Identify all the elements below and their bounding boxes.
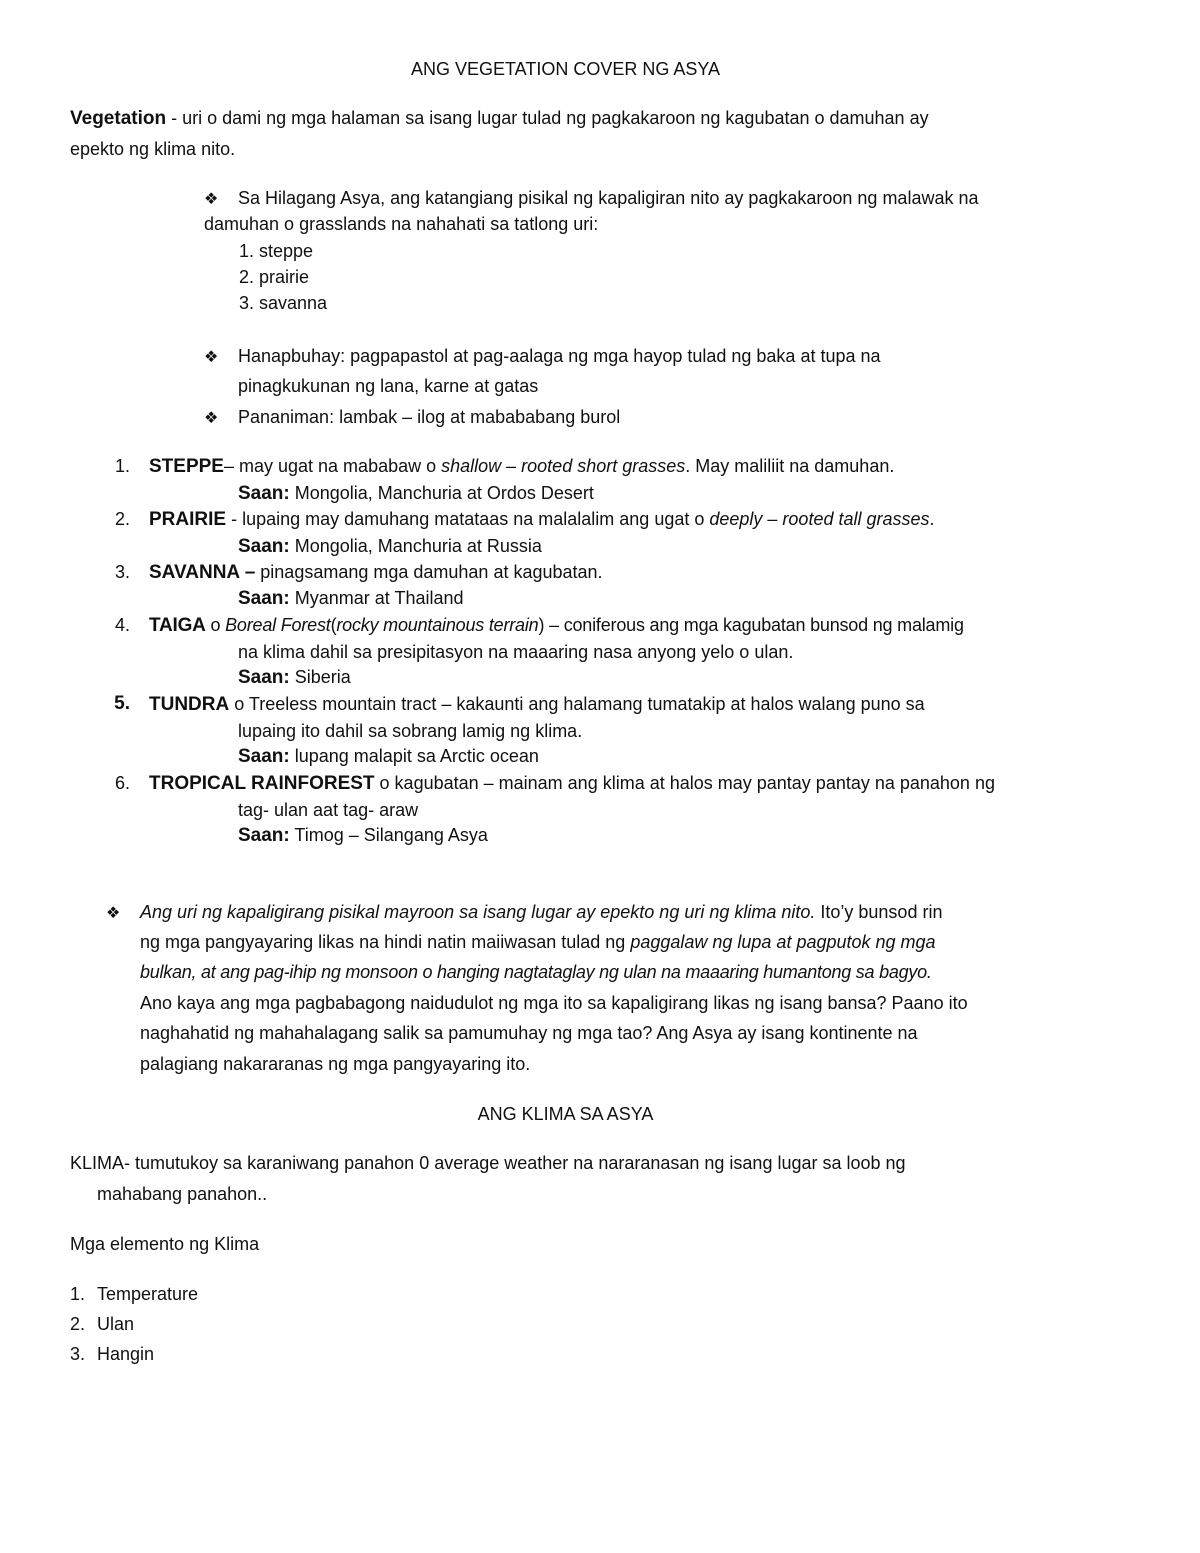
saan-label: Saan:: [238, 483, 290, 504]
diamond-bullet-icon: ❖: [204, 191, 219, 208]
list-number: 5.: [114, 693, 130, 714]
paragraph-line-1: [106, 901, 942, 925]
type-text-italic: Boreal Forest: [225, 615, 331, 635]
type-text: o kagubatan – mainam ang klima at halos may pantay pantay na panahon ng: [374, 773, 995, 793]
type-name: TAIGA: [149, 615, 206, 636]
klima-element-item: [70, 1343, 154, 1365]
element-label: Temperature: [97, 1284, 199, 1304]
klima-element-item: [70, 1313, 134, 1335]
bullet-item-3: [204, 406, 620, 430]
location-text: Siberia: [289, 667, 351, 687]
klima-heading: ANG KLIMA SA ASYA: [477, 1104, 654, 1124]
saan-label: Saan:: [238, 746, 290, 767]
vegetation-definition: [70, 107, 929, 130]
saan-label: Saan:: [238, 536, 290, 557]
definition-text-2: epekto ng klima nito.: [70, 139, 236, 159]
paragraph-text: Ito’y bunsod rin: [815, 902, 943, 922]
list-number: 2.: [70, 1314, 86, 1334]
type-name: PRAIRIE: [149, 509, 227, 530]
type-text-italic: deeply – rooted tall grasses: [709, 509, 930, 529]
list-number: 6.: [114, 773, 130, 793]
type-text: – may ugat na mababaw o: [223, 456, 442, 476]
paragraph-line-4: Ano kaya ang mga pagbabagong naidudulot ng mga ito sa kapaligirang likas ng isang bansa? Paano ito: [140, 993, 968, 1013]
bullet-item-2: [204, 345, 881, 369]
type-text: ) – coniferous ang mga kagubatan bunsod ng malamig: [538, 615, 964, 635]
type-text: (: [330, 615, 337, 635]
paragraph-line-5: naghahatid ng mahahalagang salik sa pamumuhay ng mga tao? Ang Asya ay isang kontinente na: [140, 1023, 918, 1043]
location-text: Timog – Silangang Asya: [289, 825, 488, 845]
type-location: [238, 587, 464, 610]
saan-label: Saan:: [238, 667, 290, 688]
bullet-1-line-1: Sa Hilagang Asya, ang katangiang pisikal ng kapaligiran nito ay pagkakaroon ng malawak na: [238, 188, 979, 208]
klima-definition-line-1: KLIMA- tumutukoy sa karaniwang panahon 0 average weather na nararanasan ng isang lugar sa loob ng: [70, 1153, 906, 1173]
type-line-2: lupaing ito dahil sa sobrang lamig ng klima.: [238, 721, 583, 741]
bullet-3-text: Pananiman: lambak – ilog at mabababang burol: [238, 407, 621, 427]
paragraph-text-italic: Ang uri ng kapaligirang pisikal mayroon sa isang lugar ay epekto ng uri ng klima nito.: [140, 902, 816, 922]
type-text: pinagsamang mga damuhan at kagubatan.: [255, 562, 603, 582]
klima-definition-line-2: mahabang panahon..: [97, 1184, 268, 1204]
paragraph-text: ng mga pangyayaring likas na hindi natin maiiwasan tulad ng: [140, 932, 631, 952]
sub-list-item: 2. prairie: [239, 267, 310, 287]
type-name: TROPICAL RAINFOREST: [149, 773, 375, 794]
bullet-item-1: [204, 187, 979, 211]
list-number: 2.: [114, 509, 130, 529]
type-location: [238, 666, 351, 689]
paragraph-line-6: palagiang nakararanas ng mga pangyayaring ito.: [140, 1054, 531, 1074]
saan-label: Saan:: [238, 588, 290, 609]
bullet-2-line-1: Hanapbuhay: pagpapastol at pag-aalaga ng mga hayop tulad ng baka at tupa na: [238, 346, 881, 366]
element-label: Ulan: [97, 1314, 135, 1334]
document-title: ANG VEGETATION COVER NG ASYA: [410, 59, 721, 79]
type-text-italic: shallow – rooted short grasses: [441, 456, 686, 476]
type-line-2: na klima dahil sa presipitasyon na maaaring nasa anyong yelo o ulan.: [238, 642, 794, 662]
type-location: [238, 482, 594, 505]
diamond-bullet-icon: ❖: [106, 905, 121, 922]
type-location: [238, 745, 539, 768]
type-text-italic: rocky mountainous terrain: [336, 615, 539, 635]
diamond-bullet-icon: ❖: [204, 410, 219, 427]
definition-term: Vegetation: [70, 108, 167, 129]
location-text: Mongolia, Manchuria at Russia: [289, 536, 542, 556]
location-text: Mongolia, Manchuria at Ordos Desert: [289, 483, 594, 503]
type-text: o Treeless mountain tract – kakaunti ang halamang tumatakip at halos walang puno sa: [229, 694, 925, 714]
type-location: [238, 824, 488, 847]
type-line-2: tag- ulan aat tag- araw: [238, 800, 419, 820]
list-number: 3.: [114, 562, 130, 582]
bullet-1-line-2: damuhan o grasslands na nahahati sa tatlong uri:: [204, 214, 599, 234]
klima-elements-label: Mga elemento ng Klima: [70, 1234, 260, 1254]
type-location: [238, 535, 542, 558]
type-name: SAVANNA –: [149, 562, 256, 583]
list-number: 1.: [114, 456, 130, 476]
list-number: 3.: [70, 1344, 86, 1364]
type-text: . May maliliit na damuhan.: [685, 456, 895, 476]
saan-label: Saan:: [238, 825, 290, 846]
type-text: o: [205, 615, 226, 635]
type-text: - lupaing may damuhang matataas na malalalim ang ugat o: [226, 509, 710, 529]
list-number: 4.: [114, 615, 130, 635]
element-label: Hangin: [97, 1344, 155, 1364]
list-number: 1.: [70, 1284, 86, 1304]
type-name: STEPPE: [149, 456, 224, 477]
bullet-2-line-2: pinagkukunan ng lana, karne at gatas: [238, 376, 539, 396]
paragraph-line-2: [140, 931, 936, 953]
location-text: lupang malapit sa Arctic ocean: [289, 746, 539, 766]
diamond-bullet-icon: ❖: [204, 349, 219, 366]
sub-list-item: 1. steppe: [239, 241, 314, 261]
type-text: .: [929, 509, 935, 529]
sub-list-item: 3. savanna: [239, 293, 328, 313]
klima-element-item: [70, 1283, 198, 1305]
location-text: Myanmar at Thailand: [289, 588, 464, 608]
paragraph-line-3: bulkan, at ang pag-ihip ng monsoon o hanging nagtataglay ng ulan na maaaring humantong sa bagyo.: [140, 962, 932, 982]
paragraph-text-italic: paggalaw ng lupa at pagputok ng mga: [630, 932, 936, 952]
definition-text-1: - uri o dami ng mga halaman sa isang lugar tulad ng pagkakaroon ng kagubatan o damuhan ay: [166, 108, 929, 128]
type-name: TUNDRA: [149, 694, 230, 715]
